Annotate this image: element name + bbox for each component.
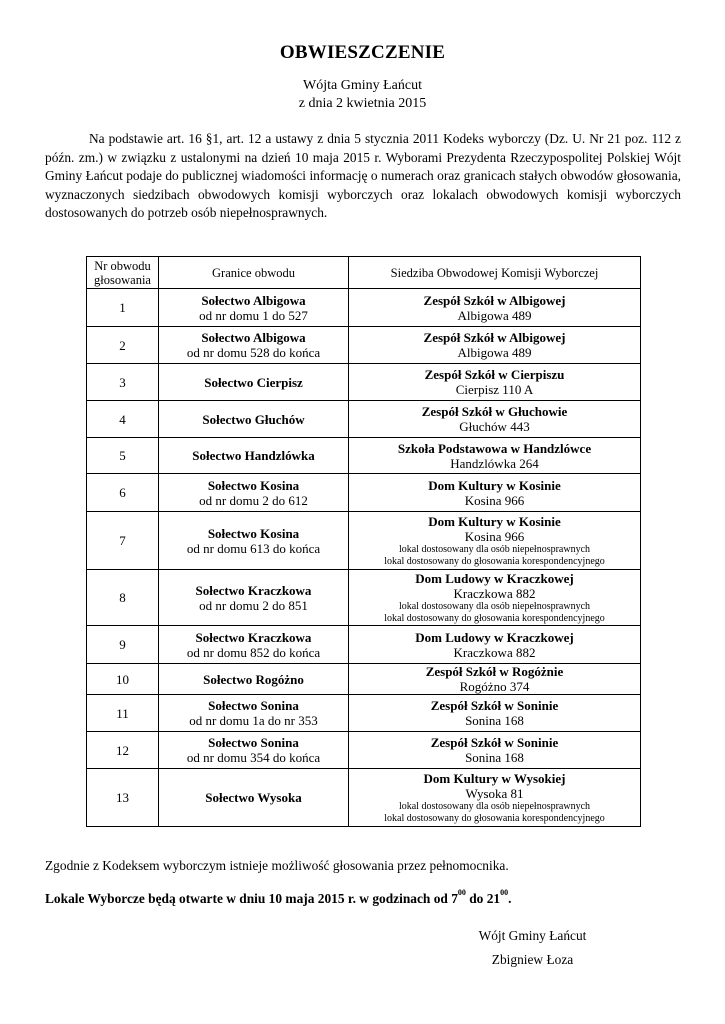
hours-text-mid: do 21 (465, 891, 501, 906)
commission-seat-name: Dom Kultury w Wysokiej (423, 771, 566, 786)
table-row (87, 438, 641, 474)
district-area: Sołectwo Rogóżno (203, 671, 304, 687)
header-district-number: Nr obwodu głosowania (87, 257, 159, 289)
district-number-cell: 11 (87, 695, 159, 732)
header-commission-seat: Siedziba Obwodowej Komisji Wyborczej (349, 257, 641, 289)
commission-seat-cell (349, 695, 641, 732)
commission-seat-name: Zespół Szkół w Cierpiszu (424, 367, 565, 382)
district-area: Sołectwo Kosina (207, 477, 300, 493)
district-area: Sołectwo Albigowa (201, 292, 306, 308)
district-range: od nr domu 2 do 851 (199, 597, 308, 613)
district-bounds-cell (159, 769, 349, 827)
commission-seat-address: Sonina 168 (465, 750, 524, 765)
district-number-cell: 6 (87, 474, 159, 512)
district-range: od nr domu 1a do nr 353 (189, 713, 318, 728)
commission-seat-address: Kosina 966 (464, 492, 525, 508)
table-row (87, 732, 641, 769)
intro-paragraph: Na podstawie art. 16 §1, art. 12 a ustawy z dnia 5 stycznia 2011 Kodeks wyborczy (Dz. U. Nr 21 poz. 112 z późn. zm.) w związku z ustalonymi na dzień 10 maja 2015 r. Wyborami Prezydenta Rzeczypospolitej Polskiej Wójt Gminy Łańcut podaje do publicznej wiadomości informację o numerach oraz granicach stałych obwodów głosowania, wyznaczonych siedzibach obwodowych komisji wyborczych oraz lokalach obwodowych komisji wyborczych dostosowanych do potrzeb osób niepełnosprawnych. (45, 131, 681, 221)
district-number-cell: 2 (87, 327, 159, 364)
commission-seat-name: Zespół Szkół w Albigowej (423, 292, 566, 308)
district-number-cell: 7 (87, 512, 159, 570)
table-header-row (87, 257, 641, 289)
district-area: Sołectwo Głuchów (202, 411, 305, 427)
district-number-cell: 5 (87, 438, 159, 474)
hours-text: Lokale Wyborcze będą otwarte w dniu 10 maja 2015 r. w godzinach od 7 (45, 891, 458, 906)
commission-seat-name: Zespół Szkół w Albigowej (423, 330, 566, 345)
table-row (87, 327, 641, 364)
commission-seat-name: Szkoła Podstawowa w Handzlówce (397, 440, 592, 456)
district-area: Sołectwo Sonina (208, 735, 299, 750)
signer-name: Zbigniew Łoza (491, 952, 574, 967)
commission-seat-name: Dom Ludowy w Kraczkowej (415, 571, 574, 586)
district-number-cell: 13 (87, 769, 159, 827)
commission-seat-name: Zespół Szkół w Głuchowie (421, 404, 568, 419)
commission-seat-name: Dom Kultury w Kosinie (428, 477, 561, 493)
commission-seat-name: Dom Kultury w Kosinie (428, 514, 561, 529)
commission-seat-name: Zespół Szkół w Rogóżnie (425, 664, 564, 679)
table-row (87, 769, 641, 827)
accessibility-note: lokal dostosowany dla osób niepełnosprawnych (398, 801, 591, 812)
issuer-line: Wójta Gminy Łańcut (303, 78, 422, 93)
commission-seat-address: Handzlówka 264 (450, 455, 539, 471)
district-number-cell: 8 (87, 570, 159, 626)
table-row (87, 364, 641, 401)
document-title: OBWIESZCZENIE (279, 42, 446, 63)
district-area: Sołectwo Kosina (207, 525, 300, 541)
date-line: z dnia 2 kwietnia 2015 (298, 96, 427, 111)
district-bounds-cell (159, 570, 349, 626)
district-number-cell: 12 (87, 732, 159, 769)
commission-seat-address: Cierpisz 110 A (455, 382, 534, 397)
commission-seat-address: Kraczkowa 882 (453, 644, 536, 660)
commission-seat-cell (349, 438, 641, 474)
commission-seat-cell (349, 512, 641, 570)
table-row (87, 695, 641, 732)
table-row (87, 401, 641, 438)
district-area: Sołectwo Cierpisz (204, 374, 303, 390)
district-bounds-cell (159, 664, 349, 695)
commission-seat-cell (349, 327, 641, 364)
district-range: od nr domu 852 do końca (186, 644, 321, 660)
voting-districts-table (86, 256, 641, 827)
commission-seat-cell (349, 769, 641, 827)
signer-title: Wójt Gminy Łańcut (478, 928, 587, 943)
district-bounds-cell (159, 695, 349, 732)
commission-seat-cell (349, 289, 641, 327)
commission-seat-address: Rogóżno 374 (459, 679, 530, 694)
district-bounds-cell (159, 289, 349, 327)
commission-seat-cell (349, 732, 641, 769)
district-bounds-cell (159, 626, 349, 664)
commission-seat-cell (349, 474, 641, 512)
table-row (87, 512, 641, 570)
postal-voting-note: lokal dostosowany do głosowania korespondencyjnego (384, 555, 605, 567)
commission-seat-address: Wysoka 81 (465, 786, 524, 801)
commission-seat-address: Sonina 168 (465, 713, 524, 728)
postal-voting-note: lokal dostosowany do głosowania korespondencyjnego (384, 612, 605, 624)
hours-open-minutes: 00 (457, 888, 466, 897)
district-range: od nr domu 2 do 612 (199, 492, 308, 508)
district-number-cell: 4 (87, 401, 159, 438)
header-district-bounds: Granice obwodu (159, 257, 349, 289)
district-area: Sołectwo Albigowa (201, 330, 306, 345)
district-range: od nr domu 354 do końca (186, 750, 321, 765)
district-bounds-cell (159, 438, 349, 474)
proxy-voting-note: Zgodnie z Kodeksem wyborczym istnieje możliwość głosowania przez pełnomocnika. (45, 858, 509, 873)
district-bounds-cell (159, 512, 349, 570)
commission-seat-cell (349, 401, 641, 438)
district-number-cell: 1 (87, 289, 159, 327)
district-area: Sołectwo Sonina (208, 698, 299, 713)
district-range: od nr domu 528 do końca (186, 345, 321, 360)
district-bounds-cell (159, 327, 349, 364)
district-bounds-cell (159, 401, 349, 438)
accessibility-note: lokal dostosowany dla osób niepełnosprawnych (398, 601, 591, 612)
district-number-cell: 3 (87, 364, 159, 401)
commission-seat-cell (349, 626, 641, 664)
table-row (87, 570, 641, 626)
accessibility-note: lokal dostosowany dla osób niepełnosprawnych (398, 544, 591, 555)
hours-text-end: . (508, 891, 512, 906)
district-range: od nr domu 1 do 527 (199, 307, 308, 323)
commission-seat-address: Kosina 966 (464, 529, 525, 544)
district-area: Sołectwo Handzlówka (192, 448, 315, 463)
district-area: Sołectwo Kraczkowa (195, 629, 312, 645)
district-bounds-cell (159, 732, 349, 769)
commission-seat-address: Głuchów 443 (459, 419, 530, 434)
commission-seat-cell (349, 364, 641, 401)
commission-seat-name: Zespół Szkół w Soninie (430, 735, 559, 750)
commission-seat-cell (349, 664, 641, 695)
district-bounds-cell (159, 364, 349, 401)
district-range: od nr domu 613 do końca (186, 540, 321, 556)
district-area: Sołectwo Kraczkowa (195, 582, 312, 598)
postal-voting-note: lokal dostosowany do głosowania korespondencyjnego (384, 812, 605, 824)
commission-seat-name: Zespół Szkół w Soninie (430, 698, 559, 713)
commission-seat-address: Albigowa 489 (457, 307, 532, 323)
commission-seat-address: Kraczkowa 882 (453, 586, 536, 601)
table-row (87, 474, 641, 512)
commission-seat-cell (349, 570, 641, 626)
table-row (87, 626, 641, 664)
district-number-cell: 9 (87, 626, 159, 664)
table-row (87, 664, 641, 695)
commission-seat-address: Albigowa 489 (457, 345, 532, 360)
district-bounds-cell (159, 474, 349, 512)
opening-hours-note (45, 888, 512, 907)
hours-close-minutes: 00 (500, 888, 509, 897)
table-row (87, 289, 641, 327)
commission-seat-name: Dom Ludowy w Kraczkowej (415, 629, 574, 645)
district-number-cell: 10 (87, 664, 159, 695)
district-area: Sołectwo Wysoka (205, 790, 302, 805)
